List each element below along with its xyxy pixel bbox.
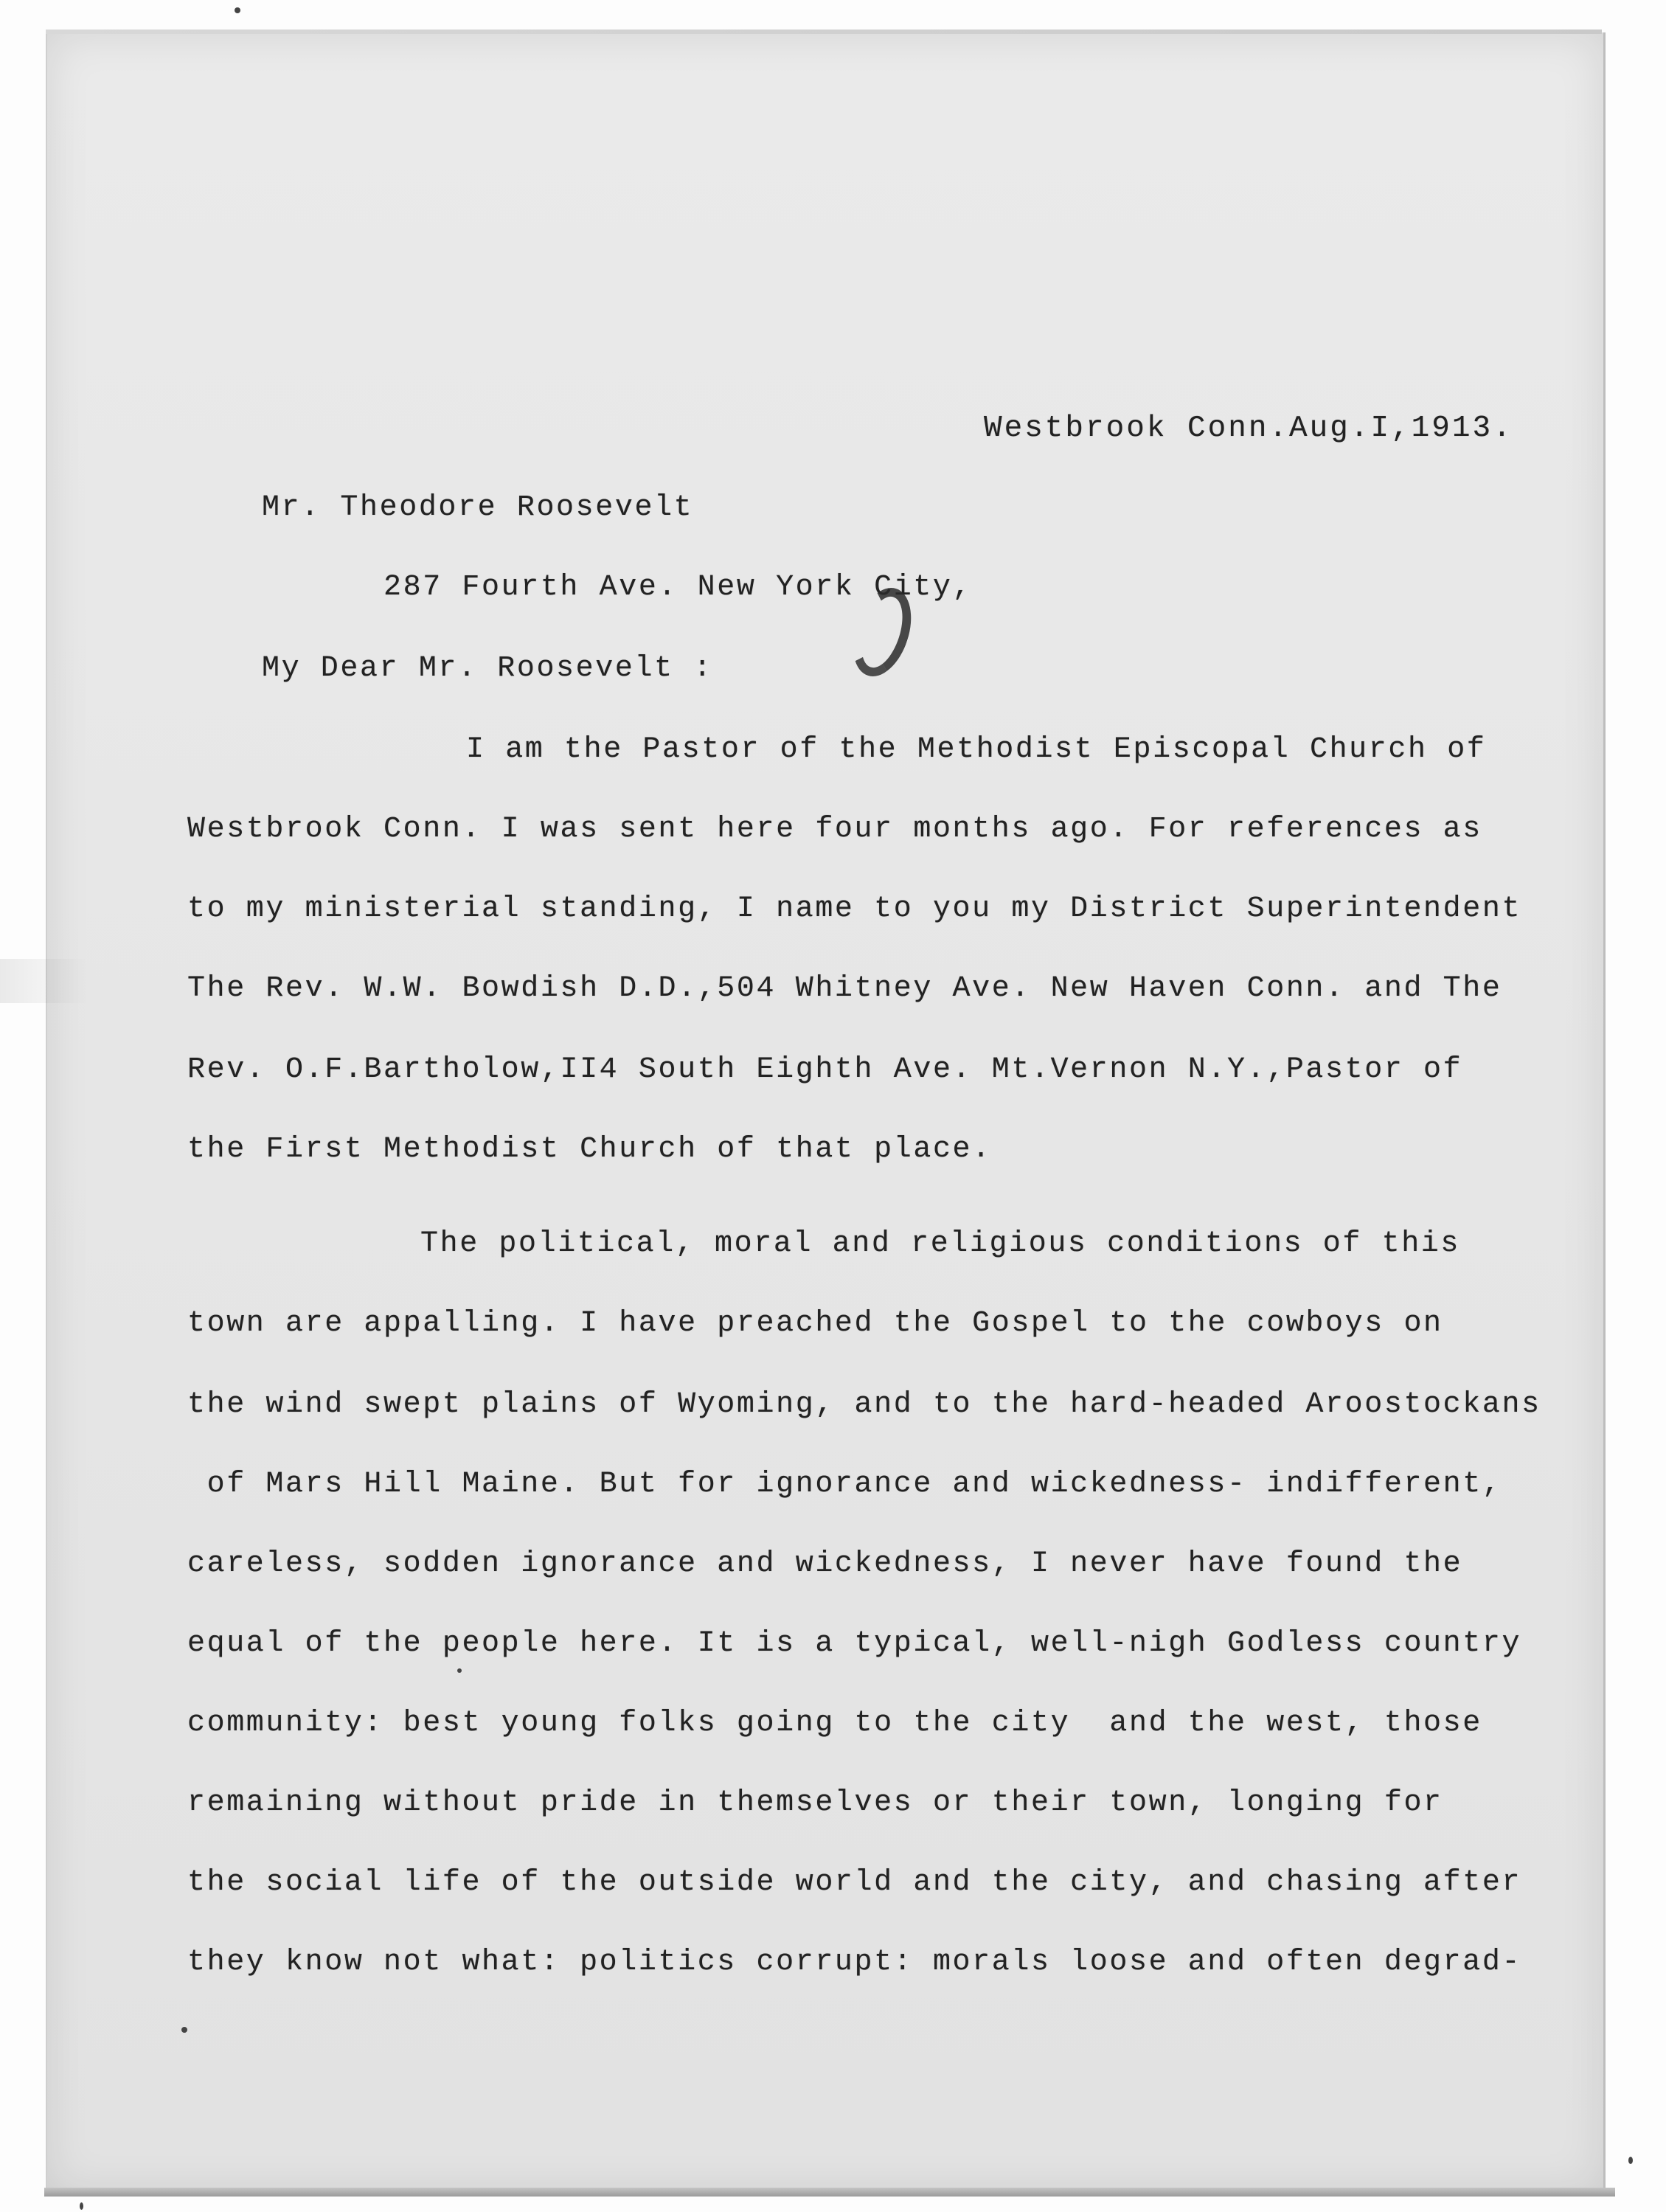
paragraph2-line: remaining without pride in themselves or their town, longing for: [187, 1786, 1443, 1820]
paragraph2-line: equal of the people here. It is a typical, well-nigh Godless country: [187, 1627, 1522, 1660]
paragraph1-line: the First Methodist Church of that place.: [187, 1133, 992, 1166]
paragraph2-line: of Mars Hill Maine. But for ignorance and wickedness- indifferent,: [187, 1468, 1502, 1501]
sheet-bottom-edge: [44, 2188, 1615, 2197]
paper-speck: [80, 2202, 83, 2210]
paper-speck: [457, 1668, 462, 1673]
dateline: Westbrook Conn.Aug.I,1913.: [984, 412, 1513, 445]
paper-speck: [181, 2027, 187, 2033]
recipient-name: Mr. Theodore Roosevelt: [262, 491, 694, 524]
paragraph1-line: The Rev. W.W. Bowdish D.D.,504 Whitney Ave. New Haven Conn. and The: [187, 972, 1502, 1005]
paragraph1-line: I am the Pastor of the Methodist Episcopal Church of: [466, 733, 1487, 766]
sheet-top-edge: [46, 30, 1602, 34]
paragraph1-line: Westbrook Conn. I was sent here four months ago. For references as: [187, 813, 1482, 846]
paragraph1-line: Rev. O.F.Bartholow,II4 South Eighth Ave. Mt.Vernon N.Y.,Pastor of: [187, 1053, 1463, 1086]
salutation: My Dear Mr. Roosevelt :: [262, 652, 713, 685]
recipient-address: 287 Fourth Ave. New York City,: [383, 571, 973, 604]
paragraph2-line: the social life of the outside world and the city, and chasing after: [187, 1866, 1522, 1899]
paragraph2-line: town are appalling. I have preached the Gospel to the cowboys on: [187, 1307, 1443, 1340]
paper-speck: [1628, 2157, 1633, 2164]
paragraph2-line: community: best young folks going to the city and the west, those: [187, 1707, 1482, 1740]
paper-speck: [235, 7, 240, 13]
paragraph1-line: to my ministerial standing, I name to you my District Superintendent: [187, 892, 1522, 926]
left-margin-bleed: [0, 959, 88, 1003]
paragraph2-line: they know not what: politics corrupt: morals loose and often degrad-: [187, 1946, 1522, 1979]
paragraph2-line: careless, sodden ignorance and wickedness, I never have found the: [187, 1547, 1463, 1581]
paragraph2-line: The political, moral and religious conditions of this: [420, 1227, 1461, 1261]
paragraph2-line: the wind swept plains of Wyoming, and to the hard-headed Aroostockans: [187, 1388, 1541, 1421]
